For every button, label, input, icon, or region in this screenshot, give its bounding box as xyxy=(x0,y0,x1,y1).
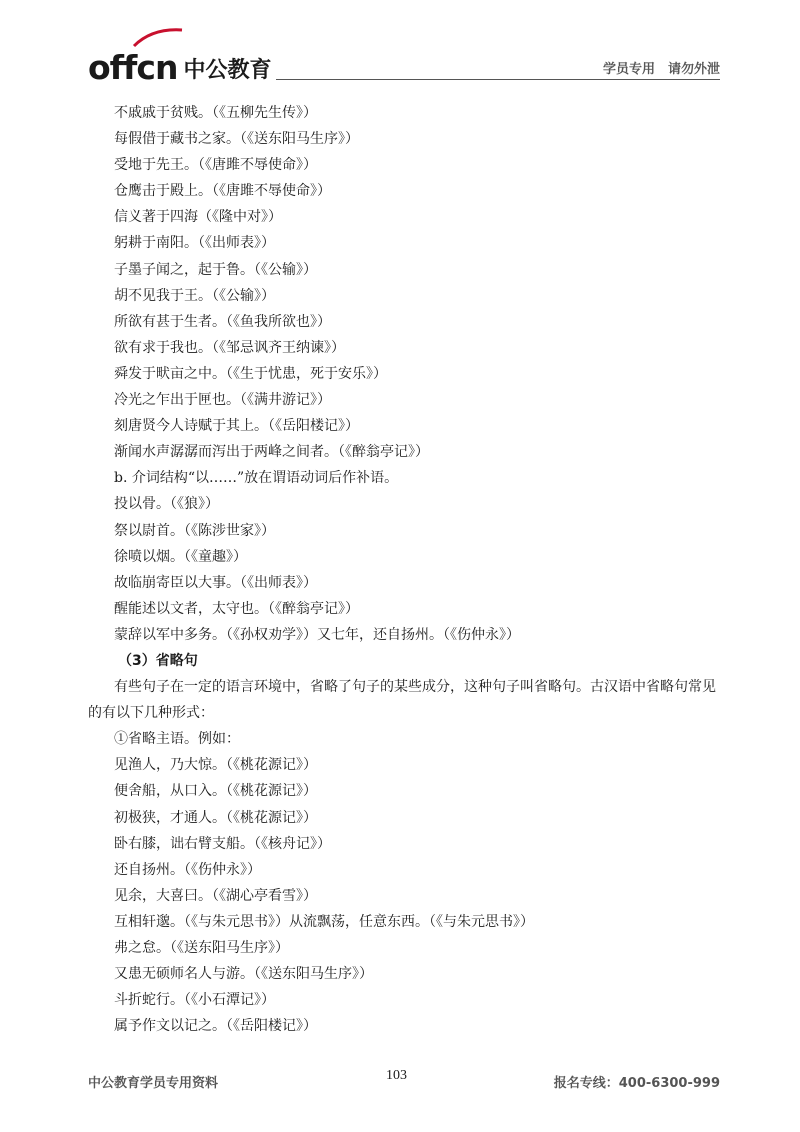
footer-hotline: 报名专线：400-6300-999 xyxy=(553,1076,720,1091)
example-line: 受地于先王。（《唐雎不辱使命》） xyxy=(114,157,317,174)
page-content xyxy=(88,100,720,1039)
header-notice: 学员专用 请勿外泄 xyxy=(602,62,720,77)
example-line: 刻唐贤今人诗赋于其上。（《岳阳楼记》） xyxy=(114,418,359,435)
example-line: 卧右膝，诎右臂支船。（《核舟记》） xyxy=(114,835,331,852)
example-line: 又患无硕师名人与游。（《送东阳马生序》） xyxy=(114,966,373,983)
example-line: 见渔人，乃大惊。（《桃花源记》） xyxy=(114,757,317,774)
example-list-b xyxy=(88,726,720,1039)
example-line: 便舍船，从口入。（《桃花源记》） xyxy=(114,783,317,800)
example-line: 胡不见我于王。（《公输》） xyxy=(114,287,275,304)
example-line: 醒能述以文者，太守也。（《醉翁亭记》） xyxy=(114,600,359,617)
example-line: ①省略主语。例如： xyxy=(114,731,240,748)
example-line: 故临崩寄臣以大事。（《出师表》） xyxy=(114,574,317,591)
example-line: 信义著于四海（《隆中对》） xyxy=(114,209,282,226)
page-header xyxy=(88,38,720,87)
example-line: 还自扬州。（《伤仲永》） xyxy=(114,861,261,878)
example-line: 弗之怠。（《送东阳马生序》） xyxy=(114,940,289,956)
example-line: 初极狭，才通人。（《桃花源记》） xyxy=(114,809,317,826)
example-line: 躬耕于南阳。（《出师表》） xyxy=(114,235,275,252)
example-line: 徐喷以烟。（《童趣》） xyxy=(114,548,247,565)
logo-mark: offcn xyxy=(88,48,178,87)
section-heading: （3）省略句 xyxy=(118,652,198,669)
example-line: 见余，大喜曰。（《湖心亭看雪》） xyxy=(114,887,317,904)
example-line: b. 介词结构“以……”放在谓语动词后作补语。 xyxy=(114,470,399,487)
example-line: 舜发于畎亩之中。（《生于忧患，死于安乐》） xyxy=(114,365,387,382)
example-line: 蒙辞以军中多务。（《孙权劝学》）又七年，还自扬州。（《伤仲永》） xyxy=(114,626,520,643)
page-number: 103 xyxy=(386,1068,407,1083)
example-line: 投以骨。（《狼》） xyxy=(114,496,219,513)
example-line: 祭以尉首。（《陈涉世家》） xyxy=(114,522,275,539)
logo-arc-icon xyxy=(132,26,184,48)
example-list-a xyxy=(88,100,720,648)
example-line: 斗折蛇行。（《小石潭记》） xyxy=(114,992,275,1009)
example-line: 仓鹰击于殿上。（《唐雎不辱使命》） xyxy=(114,183,331,200)
logo-cn-text: 中公教育 xyxy=(183,57,272,83)
example-line: 属予作文以记之。（《岳阳楼记》） xyxy=(114,1018,317,1035)
section-paragraph: 有些句子在一定的语言环境中，省略了句子的某些成分，这种句子叫省略句。古汉语中省略句常见的有以下几种形式： xyxy=(88,679,716,722)
example-line: 互相轩邈。（《与朱元思书》）从流飘荡，任意东西。（《与朱元思书》） xyxy=(114,913,534,930)
example-line: 所欲有甚于生者。（《鱼我所欲也》） xyxy=(114,313,331,330)
example-line: 每假借于藏书之家。（《送东阳马生序》） xyxy=(114,131,359,148)
example-line: 冷光之乍出于匣也。（《满井游记》） xyxy=(114,392,331,409)
example-line: 欲有求于我也。（《邹忌讽齐王纳谏》） xyxy=(114,339,345,356)
example-line: 渐闻水声潺潺而泻出于两峰之间者。（《醉翁亭记》） xyxy=(114,444,429,461)
offcn-logo xyxy=(88,38,272,87)
page-footer xyxy=(88,1068,720,1092)
footer-source: 中公教育学员专用资料 xyxy=(88,1076,219,1091)
example-line: 子墨子闻之，起于鲁。（《公输》） xyxy=(114,261,317,278)
example-line: 不戚戚于贫贱。（《五柳先生传》） xyxy=(114,105,317,121)
header-rule xyxy=(276,79,720,80)
